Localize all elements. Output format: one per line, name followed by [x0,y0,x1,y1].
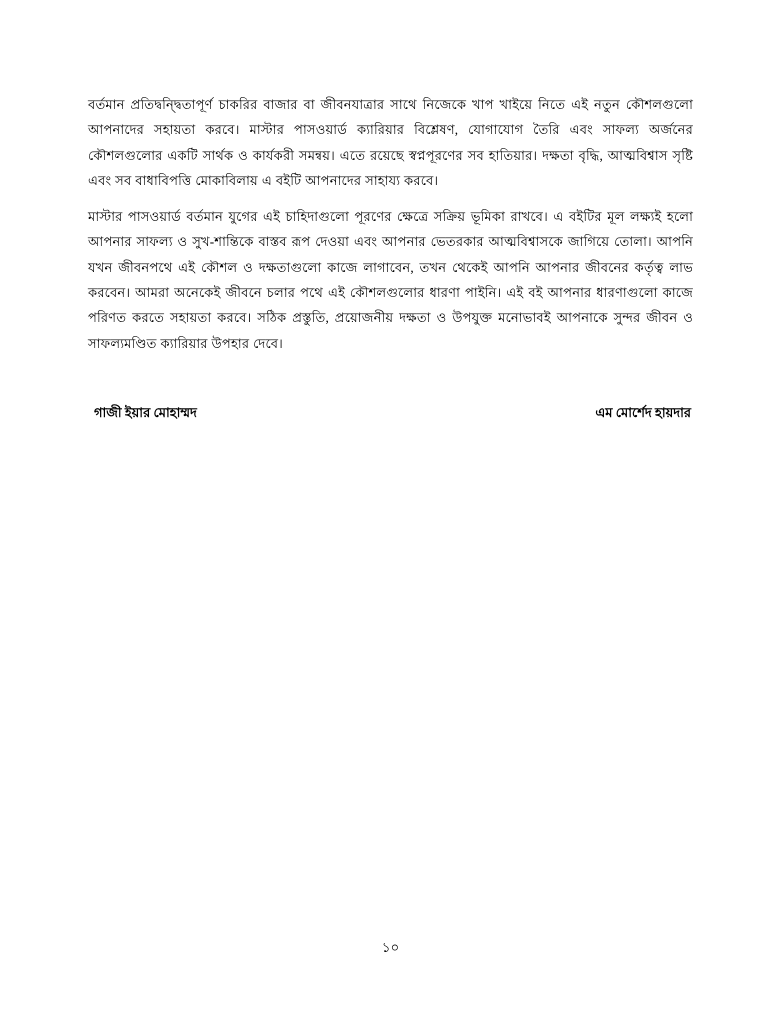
page-body [88,92,693,356]
page-number: ১০ [381,940,400,955]
signature-author-right: এম মোর্শেদ হায়দার [595,405,691,420]
signature-author-left: গাজী ইয়ার মোহাম্মদ [94,405,197,420]
body-paragraph-1: বর্তমান প্রতিদ্বন্দ্বিতাপূর্ণ চাকরির বাজার বা জীবনযাত্রার সাথে নিজেকে খাপ খাইয়ে নিতে এই নতুন কৌশলগুলো আপনাদের সহায়তা করবে। মাস্টার পাসওয়ার্ড ক্যারিয়ার বিশ্লেষণ, যোগাযোগ তৈরি এবং সাফল্য অর্জনের কৌশলগুলোর একটি সার্থক ও কার্যকরী সমন্বয়। এতে রয়েছে স্বপ্নপূরণের সব হাতিয়ার। দক্ষতা বৃদ্ধি, আত্মবিশ্বাস সৃষ্টি এবং সব বাধাবিপত্তি মোকাবিলায় এ বইটি আপনাদের সাহায্য করবে। [88,97,693,188]
body-paragraph-2: মাস্টার পাসওয়ার্ড বর্তমান যুগের এই চাহিদাগুলো পূরণের ক্ষেত্রে সক্রিয় ভূমিকা রাখবে। এ বইটির মূল লক্ষ্যই হলো আপনার সাফল্য ও সুখ-শান্তিকে বাস্তব রূপ দেওয়া এবং আপনার ভেতরকার আত্মবিশ্বাসকে জাগিয়ে তোলা। আপনি যখন জীবনপথে এই কৌশল ও দক্ষতাগুলো কাজে লাগাবেন, তখন থেকেই আপনি আপনার জীবনের কর্তৃত্ব লাভ করবেন। আমরা অনেকেই জীবনে চলার পথে এই কৌশলগুলোর ধারণা পাইনি। এই বই আপনার ধারণাগুলো কাজে পরিণত করতে সহায়তা করবে। সঠিক প্রস্তুতি, প্রয়োজনীয় দক্ষতা ও উপযুক্ত মনোভাবই আপনাকে সুন্দর জীবন ও সাফল্যমণ্ডিত ক্যারিয়ার উপহার দেবে। [88,209,693,351]
signature-block [88,404,693,425]
